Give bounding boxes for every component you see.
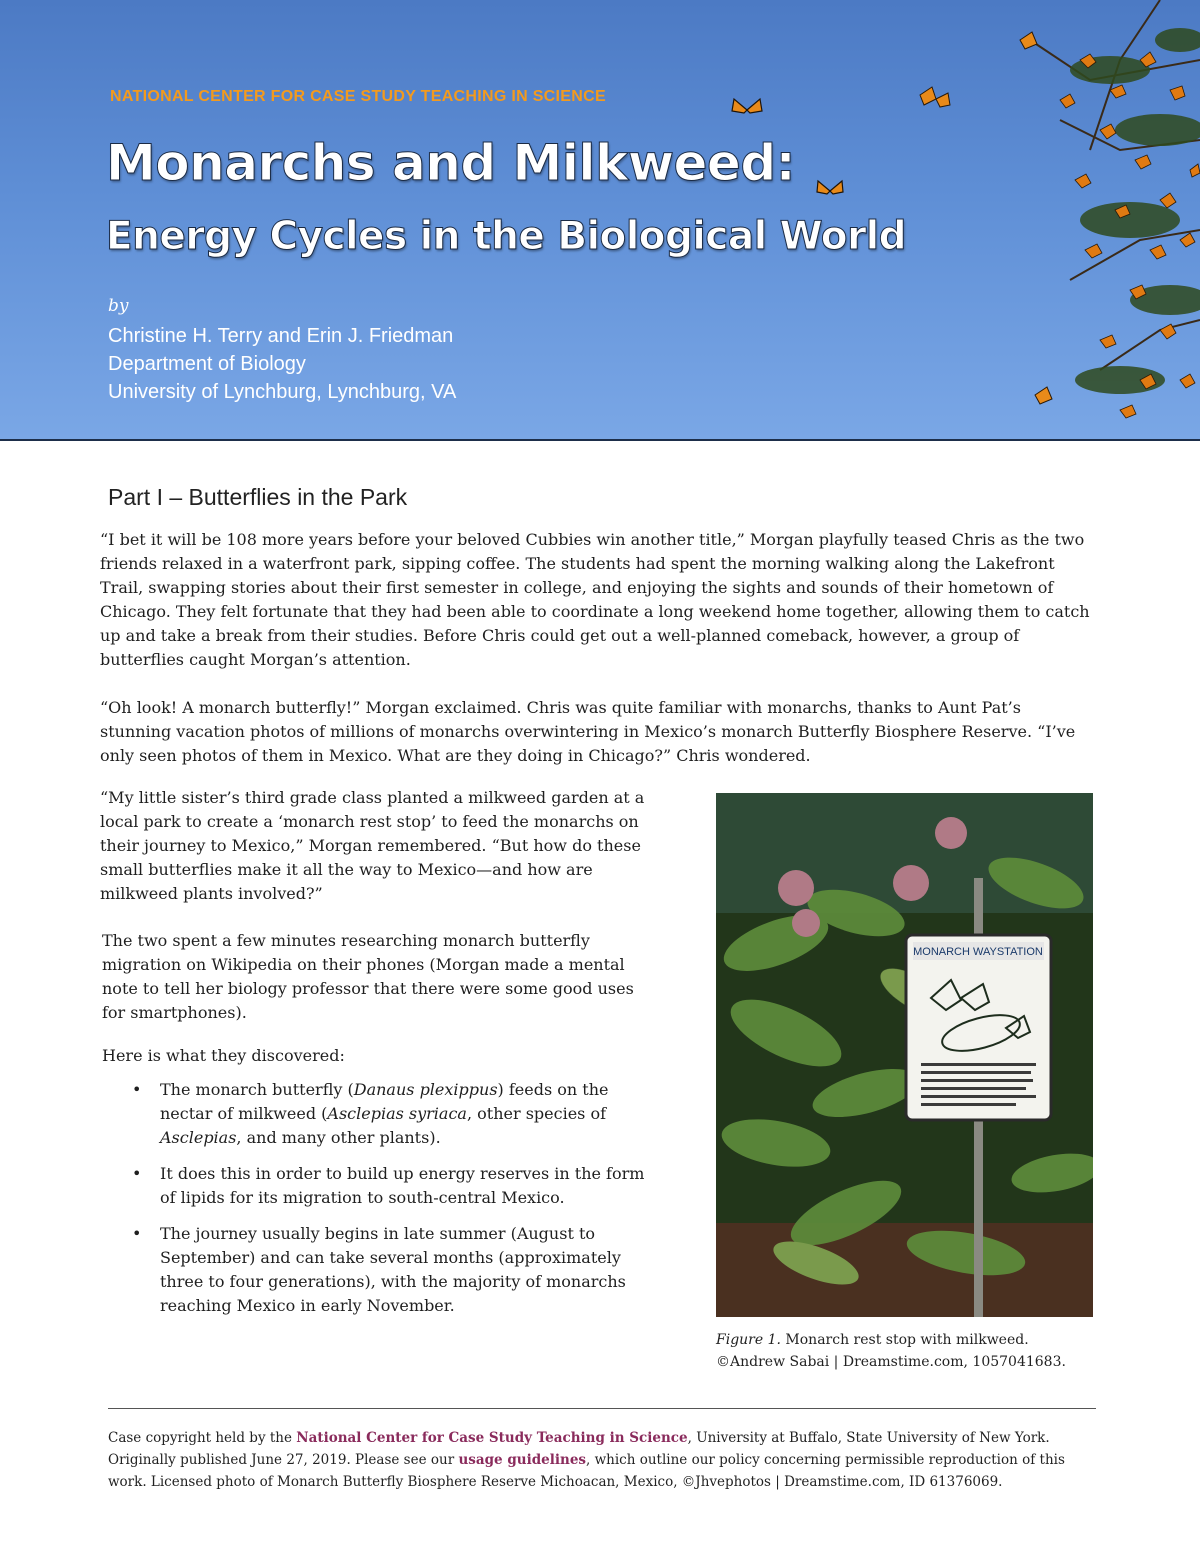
text-span: , and many other plants). [236,1128,441,1147]
list-item-text: It does this in order to build up energy reserves in the form of lipids for its migration to south-central Mexico. [160,1164,645,1207]
organization-name: NATIONAL CENTER FOR CASE STUDY TEACHING IN SCIENCE [110,88,606,105]
figure-caption [716,1329,1101,1373]
bullet-icon: • [132,1224,142,1243]
section-heading: Part I – Butterflies in the Park [108,484,408,510]
paragraph: “Oh look! A monarch butterfly!” Morgan exclaimed. Chris was quite familiar with monarchs, thanks to Aunt Pat’s stunning vacation photos of millions of monarchs overwintering in Mexico’s monarch Butterfly Biosphere Reserve. “I’ve only seen photos of them in Mexico. What are they doing in Chicago?” Chris wondered. [100,698,1076,765]
text-span: The monarch butterfly ( [160,1080,354,1099]
list-item [130,1078,655,1150]
author-block [108,322,456,406]
paragraph: Here is what they discovered: [102,1046,345,1065]
figure-caption-text: Monarch rest stop with milkweed. ©Andrew Sabai | Dreamstime.com, 1057041683. [716,1332,1066,1370]
bullet-list [130,1078,655,1330]
list-item [130,1222,655,1318]
species-name: Danaus plexippus [353,1080,498,1099]
species-name: Asclepias syriaca [327,1104,467,1123]
sign-title: MONARCH WAYSTATION [913,946,1043,958]
paragraph: “I bet it will be 108 more years before your beloved Cubbies win another title,” Morgan playfully teased Chris as the two friends relaxed in a waterfront park, sipping coffee. The students had spent the morning walking along the Lakefront Trail, swapping stories about their first semester in college, and enjoying the sights and sounds of their hometown of Chicago. They felt fortunate that they had been able to coordinate a long weekend home together, allowing them to catch up and take a break from their studies. Before Chris could get out a well-planned comeback, however, a group of butterflies caught Morgan’s attention. [100,530,1090,669]
footer-divider [108,1408,1096,1409]
copyright-footer [108,1427,1098,1493]
bullet-icon: • [132,1164,142,1183]
text-span: , other species of [466,1104,607,1123]
butterfly-icon [815,178,845,204]
department: Department of Biology [108,353,306,375]
list-item [130,1162,655,1210]
case-subtitle: Energy Cycles in the Biological World [106,214,907,259]
figure-photo [716,793,1093,1317]
footer-text: , which outline our policy concerning permissible reproduction of this work. Licensed photo of Monarch Butterfly Biosphere Reserve Michoacan, Mexico, ©Jhvephotos | Dreamstime.com, ID 61376069. [108,1452,1065,1490]
case-title: Monarchs and Milkweed: [106,134,796,192]
footer-text: , University at Buffalo, State University of New York. Originally published June 27, 2019. Please see our [108,1430,1050,1468]
monarch-tree-illustration [860,0,1200,440]
butterfly-icon [730,95,764,125]
text-span: ) feeds on the nectar of milkweed ( [160,1080,609,1123]
institution: University of Lynchburg, Lynchburg, VA [108,381,457,403]
header-banner [0,0,1200,440]
list-item-text: The journey usually begins in late summer (August to September) and can take several months (approximately three to four generations), with the majority of monarchs reaching Mexico in early November. [160,1224,626,1315]
ncc-link[interactable]: National Center for Case Study Teaching in Science [296,1430,688,1446]
paragraph: The two spent a few minutes researching monarch butterfly migration on Wikipedia on their phones (Morgan made a mental note to tell her biology professor that there were some good uses for smartphones). [102,931,634,1022]
banner-divider [0,439,1200,441]
genus-name: Asclepias [160,1128,237,1147]
figure-label: Figure 1. [716,1332,781,1348]
bullet-icon: • [132,1080,142,1099]
usage-guidelines-link[interactable]: usage guidelines [458,1452,587,1468]
paragraph: “My little sister’s third grade class planted a milkweed garden at a local park to create a ‘monarch rest stop’ to feed the monarchs on their journey to Mexico,” Morgan remembered. “But how do these small butterflies make it all the way to Mexico—and how are milkweed plants involved?” [100,788,645,903]
milkweed-photo-illustration [716,793,1093,1317]
byline: by [108,296,129,316]
author-names: Christine H. Terry and Erin J. Friedman [108,325,454,347]
footer-text: Case copyright held by the [108,1430,297,1446]
